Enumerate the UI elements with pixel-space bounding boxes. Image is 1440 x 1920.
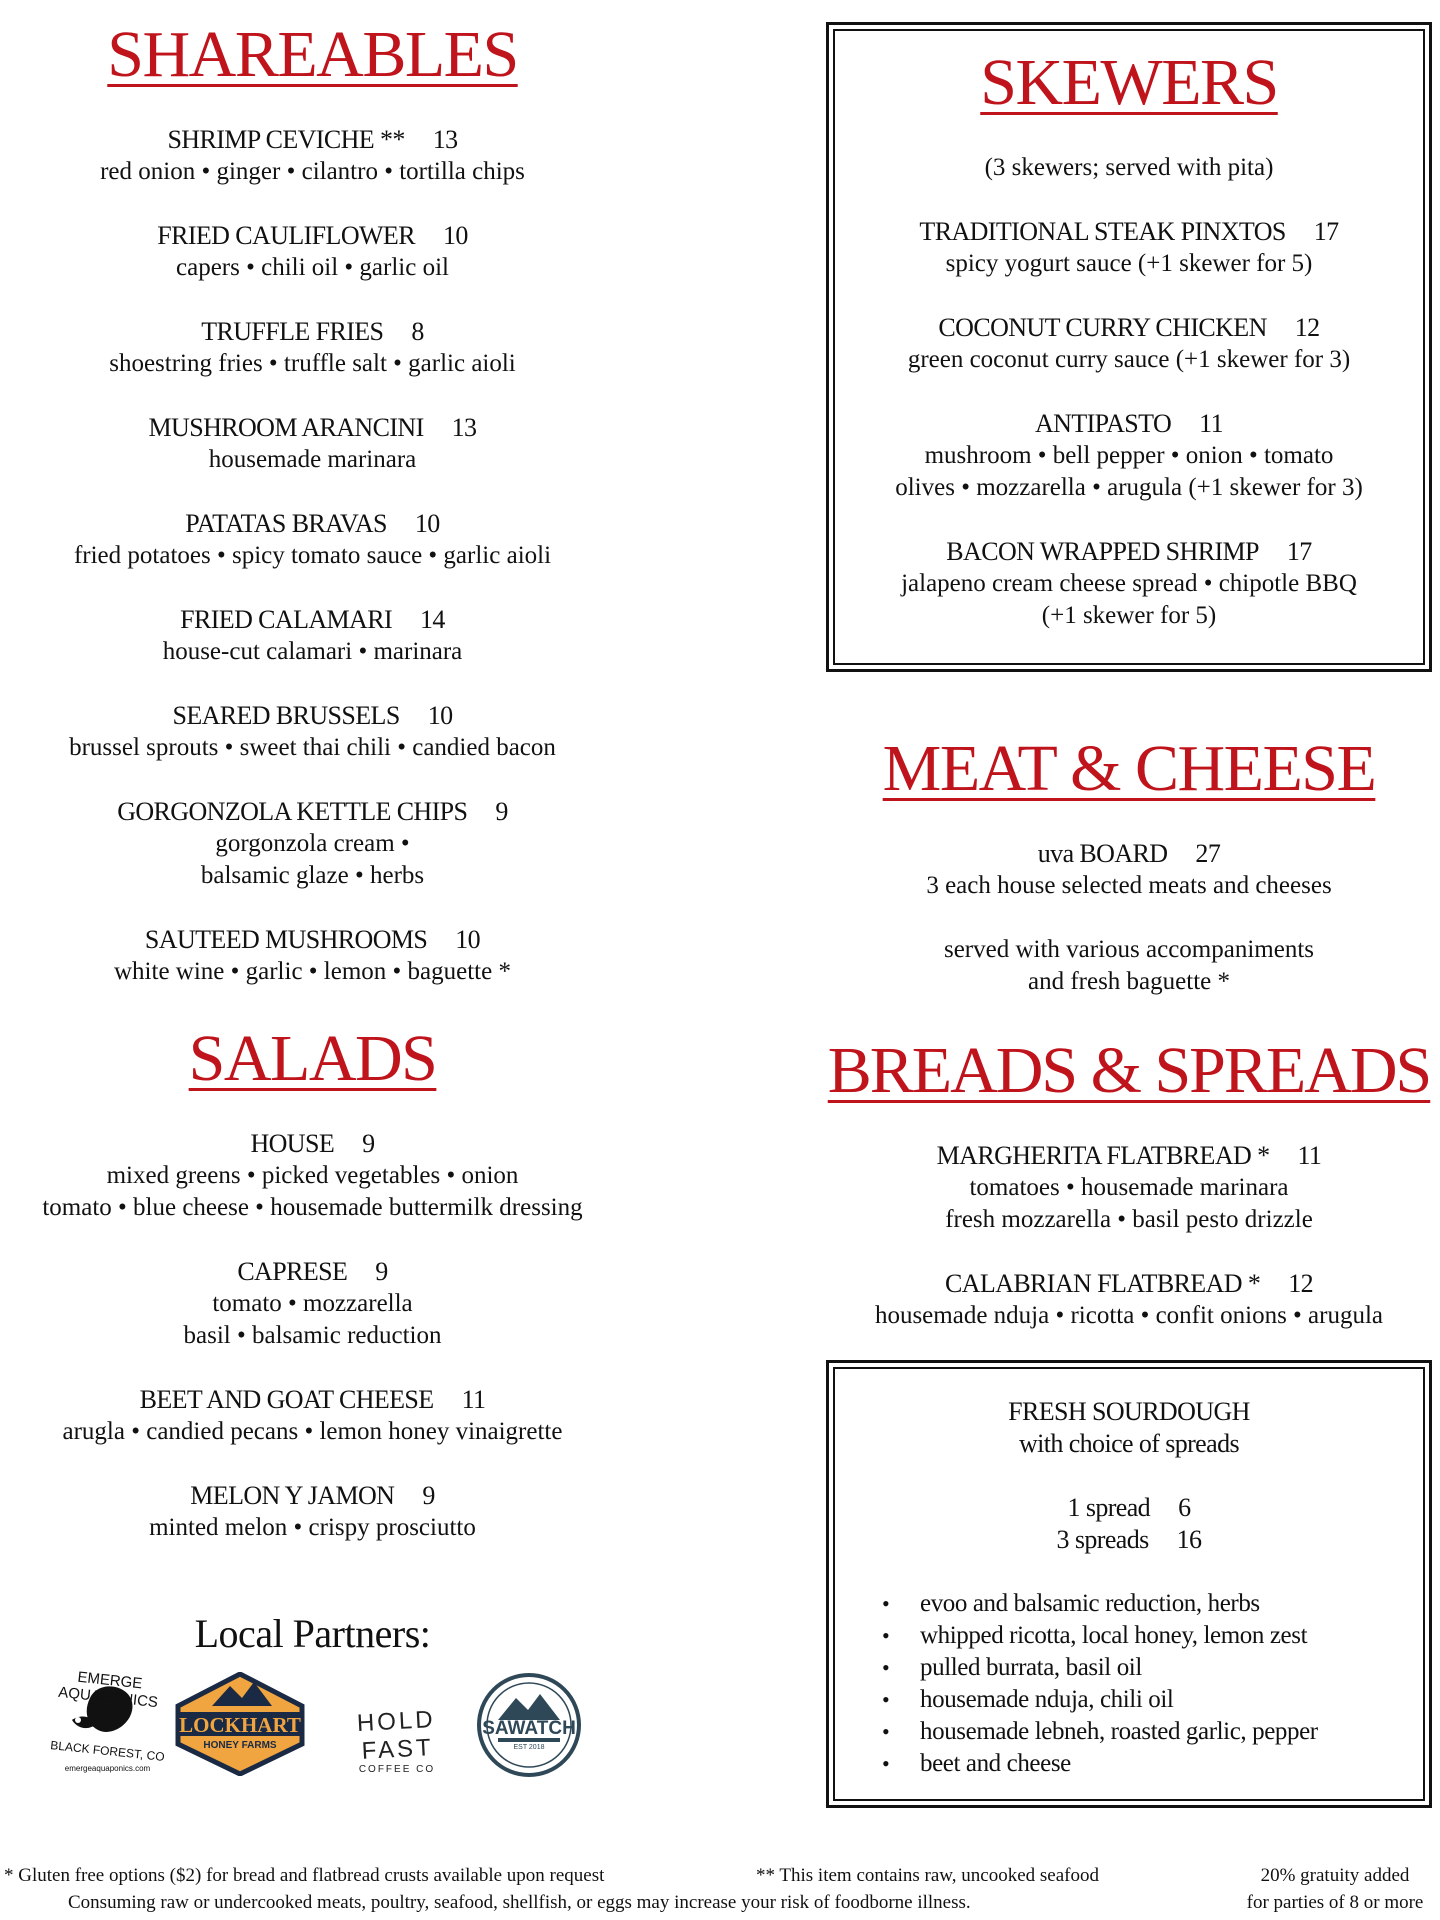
item-price: 11	[1199, 409, 1224, 438]
item-price: 10	[414, 509, 440, 538]
item-price: 9	[375, 1257, 388, 1286]
item-description: (+1 skewer for 5)	[1041, 602, 1217, 629]
menu-item	[0, 1384, 625, 1448]
item-name: CALABRIAN FLATBREAD *	[944, 1269, 1261, 1298]
gratuity-note-line2: for parties of 8 or more	[1246, 1892, 1424, 1913]
spread-item: • housemade lebneh, roasted garlic, pepper	[882, 1716, 1432, 1748]
item-price: 12	[1294, 313, 1320, 342]
left-column	[0, 0, 625, 1657]
menu-item	[0, 924, 625, 988]
item-description: spicy yogurt sauce (+1 skewer for 5)	[945, 250, 1313, 277]
menu-item	[0, 700, 625, 764]
item-description: fresh mozzarella • basil pesto drizzle	[945, 1206, 1313, 1233]
salads-title: SALADS	[188, 1022, 437, 1095]
sourdough-title: FRESH SOURDOUGH	[1008, 1397, 1250, 1426]
item-name: MELON Y JAMON	[190, 1481, 395, 1510]
item-description: house-cut calamari • marinara	[162, 638, 463, 665]
item-price: 8	[411, 317, 424, 346]
item-name: FRIED CALAMARI	[180, 605, 393, 634]
item-price: 10	[427, 701, 453, 730]
item-price: 9	[422, 1481, 435, 1510]
raw-seafood-note: ** This item contains raw, uncooked seafood	[756, 1865, 1099, 1886]
item-description: fried potatoes • spicy tomato sauce • garlic aioli	[73, 542, 552, 569]
item-name: BEET AND GOAT CHEESE	[139, 1385, 434, 1414]
item-name: ANTIPASTO	[1034, 409, 1172, 438]
sawatch-name: SAWATCH	[482, 1718, 576, 1739]
menu-item	[0, 1128, 625, 1224]
menu-item	[0, 1480, 625, 1544]
item-price: 17	[1313, 217, 1339, 246]
note-line: served with various accompaniments	[943, 936, 1315, 963]
item-price: 12	[1288, 1269, 1314, 1298]
menu-item	[826, 216, 1432, 280]
menu-item	[0, 1256, 625, 1352]
shareables-title: SHAREABLES	[107, 18, 518, 91]
emerge-aquaponics-logo	[49, 1668, 166, 1773]
skewers-section	[826, 46, 1432, 632]
item-name: TRADITIONAL STEAK PINXTOS	[919, 217, 1286, 246]
foodborne-warning: Consuming raw or undercooked meats, poultry, seafood, shellfish, or eggs may increase your risk of foodborne illness.	[68, 1892, 971, 1913]
menu-item	[0, 316, 625, 380]
item-name: BACON WRAPPED SHRIMP	[946, 537, 1259, 566]
menu-item	[0, 796, 625, 892]
item-price: 10	[455, 925, 481, 954]
item-description: tomato • mozzarella	[212, 1290, 413, 1317]
menu-item	[826, 1268, 1432, 1332]
skewers-title: SKEWERS	[980, 46, 1278, 119]
item-description: jalapeno cream cheese spread • chipotle BBQ	[901, 570, 1357, 597]
item-description: tomatoes • housemade marinara	[969, 1174, 1289, 1201]
item-description: shoestring fries • truffle salt • garlic aioli	[109, 350, 516, 377]
spread-item: • pulled burrata, basil oil	[882, 1652, 1432, 1684]
sourdough-subtitle: with choice of spreads	[1018, 1429, 1239, 1458]
item-description: housemade marinara	[208, 446, 417, 473]
item-price: 9	[495, 797, 508, 826]
emerge-name: EMERGE AQUAPONICS	[57, 1668, 159, 1712]
item-description: mixed greens • picked vegetables • onion	[106, 1162, 519, 1189]
hold-fast-coffee-logo	[322, 1705, 472, 1775]
menu-item	[0, 220, 625, 284]
hold-fast-subtitle: COFFEE CO	[358, 1764, 436, 1775]
note-line: and fresh baguette *	[1027, 968, 1230, 995]
item-description: red onion • ginger • cilantro • tortilla chips	[100, 158, 525, 185]
item-description: gorgonzola cream •	[215, 830, 410, 857]
item-name: SEARED BRUSSELS	[172, 701, 400, 730]
local-partners-title: Local Partners:	[194, 1611, 431, 1656]
spread-item: • evoo and balsamic reduction, herbs	[882, 1588, 1432, 1620]
item-price: 11	[1297, 1141, 1322, 1170]
item-description: brussel sprouts • sweet thai chili • candied bacon	[69, 734, 556, 761]
breads-title: BREADS & SPREADS	[827, 1034, 1431, 1107]
item-price: 13	[432, 125, 458, 154]
menu-item	[0, 412, 625, 476]
meat-cheese-note	[826, 934, 1432, 998]
gratuity-note-line1: 20% gratuity added	[1260, 1865, 1410, 1886]
item-price: 9	[362, 1129, 375, 1158]
item-description: 3 each house selected meats and cheeses	[926, 872, 1332, 899]
item-name: GORGONZOLA KETTLE CHIPS	[117, 797, 468, 826]
item-description: minted melon • crispy prosciutto	[149, 1514, 476, 1541]
menu-item	[0, 124, 625, 188]
menu-item	[826, 1140, 1432, 1236]
emerge-location: BLACK FOREST, CO	[49, 1738, 166, 1764]
hold-fast-name: HOLD FAST	[356, 1705, 437, 1765]
lockhart-honey-logo	[172, 1672, 308, 1776]
item-description: mushroom • bell pepper • onion • tomato	[924, 442, 1334, 469]
item-description: arugla • candied pecans • lemon honey vinaigrette	[62, 1418, 563, 1445]
skewers-subtitle: (3 skewers; served with pita)	[984, 154, 1274, 181]
item-name: uva BOARD	[1037, 839, 1168, 868]
menu-item	[0, 508, 625, 572]
spread-item: • beet and cheese	[882, 1748, 1432, 1780]
emerge-website: emergeaquaponics.com	[64, 1764, 151, 1773]
menu-item	[0, 604, 625, 668]
item-name: MUSHROOM ARANCINI	[148, 413, 424, 442]
item-name: HOUSE	[250, 1129, 335, 1158]
item-name: CAPRESE	[237, 1257, 348, 1286]
price-label: 3 spreads	[1056, 1525, 1149, 1554]
sourdough-prices	[826, 1492, 1432, 1556]
breads-section	[826, 1034, 1432, 1332]
menu-item	[826, 536, 1432, 632]
item-price: 13	[451, 413, 477, 442]
item-name: PATATAS BRAVAS	[185, 509, 387, 538]
item-description: green coconut curry sauce (+1 skewer for 3)	[907, 346, 1351, 373]
item-description: housemade nduja • ricotta • confit onions • arugula	[874, 1302, 1384, 1329]
item-name: SHRIMP CEVICHE **	[167, 125, 405, 154]
salads-list	[0, 1128, 625, 1544]
item-description: basil • balsamic reduction	[183, 1322, 442, 1349]
item-name: TRUFFLE FRIES	[201, 317, 384, 346]
item-description: capers • chili oil • garlic oil	[176, 254, 449, 281]
menu-item	[826, 408, 1432, 504]
menu-item	[826, 312, 1432, 376]
sawatch-logo	[476, 1672, 582, 1778]
price-value: 16	[1176, 1525, 1202, 1554]
item-price: 14	[420, 605, 445, 634]
item-price: 10	[442, 221, 468, 250]
item-name: MARGHERITA FLATBREAD *	[936, 1141, 1270, 1170]
item-name: FRIED CAULIFLOWER	[157, 221, 415, 250]
meat-cheese-section	[826, 732, 1432, 998]
sawatch-est: EST 2018	[513, 1744, 545, 1751]
item-description: olives • mozzarella • arugula (+1 skewer for 3)	[895, 474, 1363, 501]
spread-item: • housemade nduja, chili oil	[882, 1684, 1432, 1716]
lockhart-name: LOCKHART	[179, 1713, 301, 1737]
price-label: 1 spread	[1067, 1493, 1151, 1522]
item-description: white wine • garlic • lemon • baguette *	[114, 958, 511, 985]
price-value: 6	[1178, 1493, 1191, 1522]
lockhart-subtitle: HONEY FARMS	[203, 1740, 277, 1751]
gluten-free-note: * Gluten free options ($2) for bread and flatbread crusts available upon request	[4, 1865, 605, 1886]
spreads-list	[882, 1588, 1432, 1780]
item-description: balsamic glaze • herbs	[200, 862, 425, 889]
item-name: SAUTEED MUSHROOMS	[144, 925, 428, 954]
item-name: COCONUT CURRY CHICKEN	[938, 313, 1267, 342]
spread-item: • whipped ricotta, local honey, lemon zest	[882, 1620, 1432, 1652]
item-description: tomato • blue cheese • housemade buttermilk dressing	[42, 1194, 583, 1221]
item-price: 27	[1195, 839, 1221, 868]
menu-item	[826, 838, 1432, 902]
shareables-list	[0, 124, 625, 988]
item-price: 11	[461, 1385, 486, 1414]
meat-cheese-title: MEAT & CHEESE	[882, 732, 1376, 805]
item-price: 17	[1286, 537, 1312, 566]
sourdough-section	[826, 1396, 1432, 1780]
